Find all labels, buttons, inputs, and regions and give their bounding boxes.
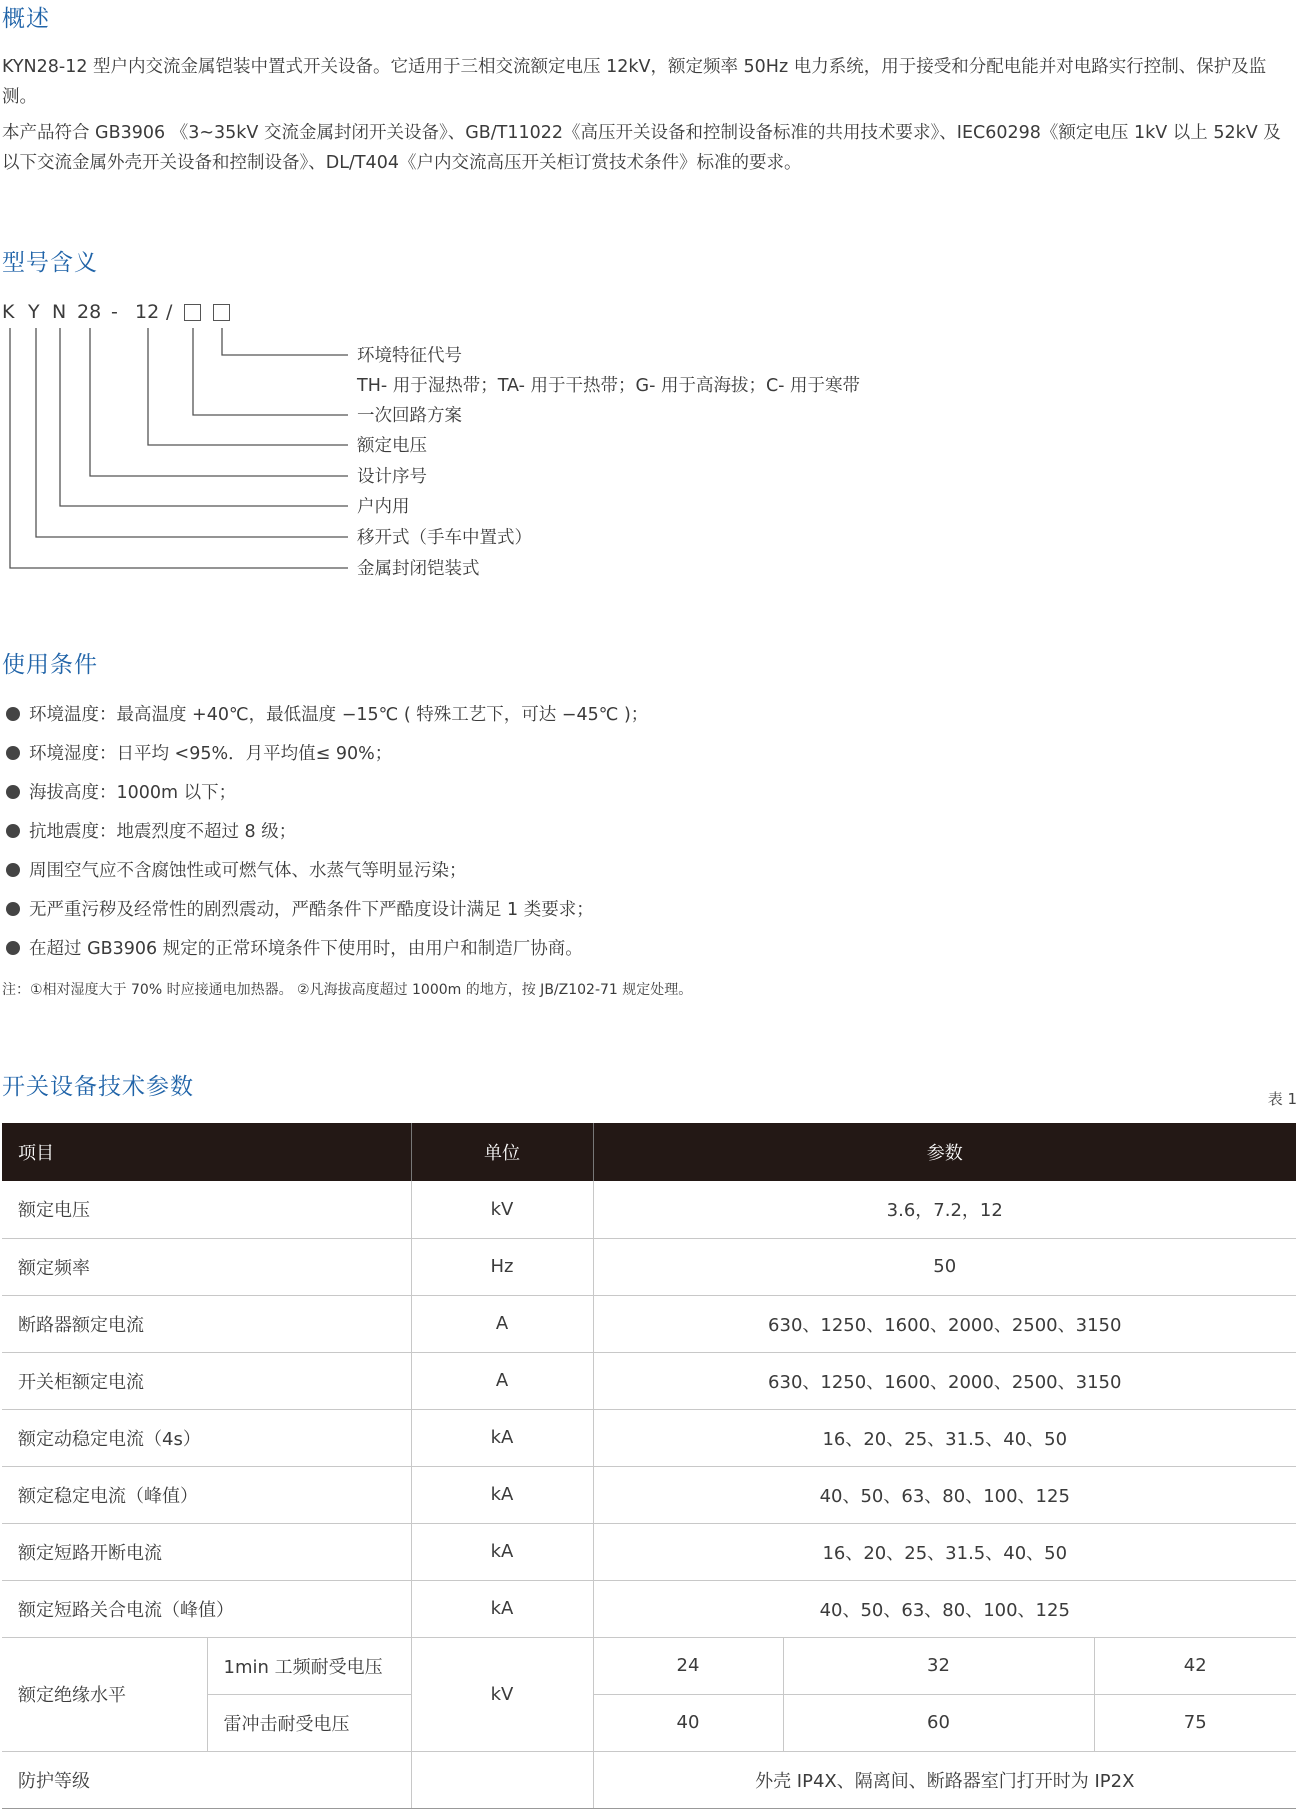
section-title-model: 型号含义	[2, 250, 98, 276]
row-unit: kA	[411, 1580, 593, 1637]
table-row	[2, 1238, 1296, 1295]
row-value: 630、1250、1600、2000、2500、3150	[593, 1352, 1296, 1409]
bullet-icon	[6, 941, 20, 955]
row-item: 额定电压	[2, 1181, 411, 1238]
list-item: 环境温度：最高温度 +40℃，最低温度 −15℃ ( 特殊工艺下，可达 −45℃ )；	[6, 700, 648, 739]
insulation-item: 额定绝缘水平	[2, 1637, 207, 1751]
table-row	[2, 1580, 1296, 1637]
row-value: 3.6，7.2，12	[593, 1181, 1296, 1238]
table-row	[2, 1352, 1296, 1409]
row-unit: kV	[411, 1181, 593, 1238]
model-label-env-code: 环境特征代号	[357, 346, 462, 366]
model-label-withdrawable: 移开式（手车中置式）	[357, 528, 532, 548]
row-unit: kA	[411, 1466, 593, 1523]
insulation-value: 75	[1094, 1694, 1296, 1751]
conditions-list	[6, 700, 648, 973]
insulation-value: 60	[783, 1694, 1094, 1751]
table-row	[2, 1466, 1296, 1523]
row-item: 额定短路关合电流（峰值）	[2, 1580, 411, 1637]
section-title-specs: 开关设备技术参数	[2, 1074, 194, 1100]
insulation-value: 24	[593, 1637, 783, 1694]
model-label-circuit-scheme: 一次回路方案	[357, 406, 462, 426]
model-label-indoor: 户内用	[357, 497, 410, 517]
bullet-icon	[6, 707, 20, 721]
header-item: 项目	[2, 1123, 411, 1181]
section-title-conditions: 使用条件	[2, 652, 98, 678]
list-item: 在超过 GB3906 规定的正常环境条件下使用时，由用户和制造厂协商。	[6, 934, 648, 973]
row-item: 断路器额定电流	[2, 1295, 411, 1352]
list-item: 抗地震度：地震烈度不超过 8 级；	[6, 817, 648, 856]
row-unit: kA	[411, 1523, 593, 1580]
insulation-sub-power-frequency: 1min 工频耐受电压	[207, 1637, 411, 1694]
row-item: 额定短路开断电流	[2, 1523, 411, 1580]
row-unit: A	[411, 1295, 593, 1352]
table-row	[2, 1751, 1296, 1808]
row-item: 防护等级	[2, 1751, 411, 1808]
spec-table	[2, 1123, 1296, 1809]
table-header-row	[2, 1123, 1296, 1181]
insulation-value: 40	[593, 1694, 783, 1751]
insulation-value: 42	[1094, 1637, 1296, 1694]
insulation-value: 32	[783, 1637, 1094, 1694]
model-code-k: K	[2, 301, 15, 323]
row-unit: kA	[411, 1409, 593, 1466]
bullet-icon	[6, 746, 20, 760]
model-code-n: N	[52, 301, 67, 323]
row-value: 16、20、25、31.5、40、50	[593, 1409, 1296, 1466]
bullet-icon	[6, 902, 20, 916]
header-param: 参数	[593, 1123, 1296, 1181]
table-row	[2, 1409, 1296, 1466]
row-value: 630、1250、1600、2000、2500、3150	[593, 1295, 1296, 1352]
table-row	[2, 1181, 1296, 1238]
bullet-icon	[6, 824, 20, 838]
model-label-env-options: TH- 用于湿热带；TA- 用于干热带；G- 用于高海拔；C- 用于寒带	[357, 376, 861, 396]
table-number: 表 1	[1267, 1090, 1297, 1108]
bullet-icon	[6, 785, 20, 799]
row-value: 50	[593, 1238, 1296, 1295]
row-value: 40、50、63、80、100、125	[593, 1466, 1296, 1523]
row-unit: A	[411, 1352, 593, 1409]
row-item: 额定稳定电流（峰值）	[2, 1466, 411, 1523]
table-row	[2, 1523, 1296, 1580]
model-label-metal-clad: 金属封闭铠装式	[357, 559, 480, 579]
header-unit: 单位	[411, 1123, 593, 1181]
list-item: 海拔高度：1000m 以下；	[6, 778, 648, 817]
model-code-12: 12	[135, 301, 160, 323]
row-value: 40、50、63、80、100、125	[593, 1580, 1296, 1637]
model-code-y: Y	[28, 301, 40, 323]
model-code-28: 28	[77, 301, 102, 323]
list-item: 环境湿度：日平均 <95%．月平均值≤ 90%；	[6, 739, 648, 778]
model-code-dash: -	[111, 301, 118, 323]
row-value: 外壳 IP4X、隔离间、断路器室门打开时为 IP2X	[593, 1751, 1296, 1808]
model-meaning-connector-lines	[0, 0, 1300, 600]
insulation-sub-lightning: 雷冲击耐受电压	[207, 1694, 411, 1751]
row-value: 16、20、25、31.5、40、50	[593, 1523, 1296, 1580]
table-row	[2, 1295, 1296, 1352]
row-item: 开关柜额定电流	[2, 1352, 411, 1409]
section-title-overview: 概述	[2, 6, 50, 32]
overview-paragraph-2: 本产品符合 GB3906 《3~35kV 交流金属封闭开关设备》、GB/T11022《高压开关设备和控制设备标准的共用技术要求》、IEC60298《额定电压 1kV 以上 52kV 及以下交流金属外壳开关设备和控制设备》、DL/T404《户内交流高压开关柜订赏技术条件》标准的要求。	[2, 123, 1281, 173]
row-unit: Hz	[411, 1238, 593, 1295]
model-label-design-number: 设计序号	[357, 467, 427, 487]
model-label-rated-voltage: 额定电压	[357, 436, 427, 456]
overview-paragraph-1: KYN28-12 型户内交流金属铠装中置式开关设备。它适用于三相交流额定电压 12kV，额定频率 50Hz 电力系统，用于接受和分配电能并对电路实行控制、保护及监测。	[2, 57, 1267, 107]
model-code-slash: /	[166, 301, 173, 323]
row-unit	[411, 1751, 593, 1808]
list-item: 周围空气应不含腐蚀性或可燃气体、水蒸气等明显污染；	[6, 856, 648, 895]
conditions-note: 注：①相对湿度大于 70% 时应接通电加热器。 ②凡海拔高度超过 1000m 的地方，按 JB/Z102-71 规定处理。	[2, 982, 693, 998]
bullet-icon	[6, 863, 20, 877]
insulation-unit: kV	[411, 1637, 593, 1751]
list-item: 无严重污秽及经常性的剧烈震动，严酷条件下严酷度设计满足 1 类要求；	[6, 895, 648, 934]
row-item: 额定频率	[2, 1238, 411, 1295]
table-row-insulation-1	[2, 1637, 1296, 1694]
row-item: 额定动稳定电流（4s）	[2, 1409, 411, 1466]
